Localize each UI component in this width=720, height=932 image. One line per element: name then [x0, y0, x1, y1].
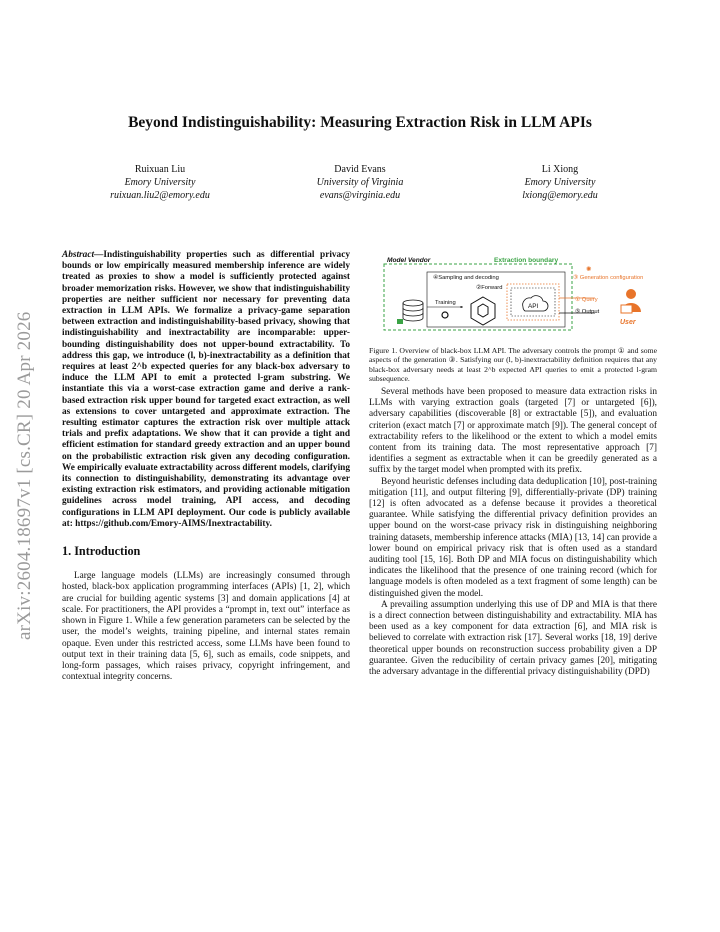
paragraph: Large language models (LLMs) are increasingly consumed through hosted, black-box application programming interfaces (APIs) [1, 2], which are crucial for building agentic systems [3] and domain applications [4] at scale. For practitioners, the API provides a “prompt in, text out” interface as shown in Figure 1. While a few generation parameters can be selected by the user, the model’s weights, training pipeline, and internal states remain opaque. Even under this restricted access, some LLMs have been found to output text in their training data [5, 6], such as emails, code snippets, and long-form passages, which raises privacy, copyright infringement, and contextual integrity concerns.	[62, 571, 350, 683]
paragraph: Beyond heuristic defenses including data deduplication [10], post-training mitigation [11], and output filtering [9], differentially-private (DP) training [12] is often advocated as a defense because it provides a theoretical guarantee. While satisfying the differential privacy definition provides an upper bound on the worst-case privacy risk in distinguishing neighboring training datasets, membership inference attacks (MIA) [13, 14] can provide a lower bound on empirical privacy risk that is often used as a standard auditing tool [15, 16]. Both DP and MIA focus on distinguishability which indicates the likelihood that the presence of one training record (which for language models is often modeled as a text fragment of some length) can be distinguished given the model.	[369, 476, 657, 599]
author-name: Ruixuan Liu	[134, 164, 186, 175]
author	[460, 163, 660, 202]
api-label: API	[528, 303, 539, 310]
query-label: ① Query	[575, 297, 598, 303]
author-block	[60, 163, 660, 202]
author-email: evans@virginia.edu	[319, 190, 401, 201]
output-label: ⑤ Output	[575, 309, 600, 315]
author	[60, 163, 260, 202]
paragraph: Several methods have been proposed to measure data extraction risks in LLMs with varying extraction goals (targeted [7] or untargeted [6]), adversary capabilities (discoverable [8] or extractable [5]), and evaluation criterion (exact match [7] or approximate match [9]). The general concept of extractability refers to the likelihood or the extent to which a model emits content from its training data. The most representative approach [7] identifies a segment as extractable when it can be greedily generated as a suffix by the target model when prompted with its prefix.	[369, 387, 657, 476]
training-label: Training	[435, 300, 456, 306]
generation-config-label: ③ Generation configuration	[573, 275, 644, 281]
figure-caption: Figure 1. Overview of black-box LLM API. The adversary controls the prompt ① and some aspects of the generation ③. Satisfying our (l, b)-inextractability definition requires that any black-box adversary needs at least 2^b expected API queries to emit a protected l-gram subsequence.	[369, 346, 657, 384]
author-name: Li Xiong	[541, 164, 579, 175]
author-name: David Evans	[334, 164, 386, 175]
arxiv-identifier: arXiv:2604.18697v1 [cs.CR] 20 Apr 2026	[14, 311, 35, 640]
author	[260, 163, 460, 202]
model-icon	[471, 297, 495, 325]
user-icon	[621, 289, 641, 313]
extraction-boundary-label: Extraction boundary	[494, 257, 559, 264]
author-affiliation: Emory University	[524, 177, 596, 188]
paper-title: Beyond Indistinguishability: Measuring Extraction Risk in LLM APIs	[128, 114, 592, 131]
section-heading: 1. Introduction	[62, 544, 141, 559]
abstract	[62, 250, 350, 530]
api-inner-box	[511, 288, 555, 316]
forward-label: ②Forward	[476, 285, 503, 291]
database-icon	[403, 300, 423, 321]
gear-icon	[442, 312, 448, 318]
api-dotted-box	[507, 284, 559, 320]
figure-1-diagram	[383, 257, 645, 332]
paragraph: A prevailing assumption underlying this use of DP and MIA is that there is a direct connection between distinguishability and extractability. MIA has been used as a key component for data extraction [6], and MIA risk is believed to correlate with extraction risk [17]. Several works [18, 19] derive theoretical upper bounds on reconstruction success probability given a DP guarantee. Given the reducibility of certain privacy games [20], mitigating the adversary advantage in the differential privacy distinguishability (DPD)	[369, 599, 657, 678]
user-label: User	[620, 319, 636, 326]
author-affiliation: Emory University	[124, 177, 196, 188]
left-column	[62, 250, 350, 683]
model-vendor-label: Model Vendor	[387, 257, 431, 264]
abstract-lead: Abstract	[62, 250, 95, 260]
right-column	[369, 387, 657, 678]
author-affiliation: University of Virginia	[316, 177, 404, 188]
author-email: lxiong@emory.edu	[522, 190, 598, 201]
lock-icon	[397, 319, 403, 324]
sampling-label: ④Sampling and decoding	[433, 275, 499, 281]
generation-config-icon: ✺	[586, 266, 592, 273]
abstract-body: —Indistinguishability properties such as differential privacy bounds or low empirically measured membership inference are widely treated as proxies to show a model is sufficiently protected against broader memorization risks. However, we show that indistinguishability properties are neither sufficient nor necessary for preventing data extraction in LLM APIs. We formalize a privacy-game separation between extraction and indistinguishability-based privacy, showing that indistinguishability and inextractability are incomparable: upper-bounding distinguishability does not upper-bound extractability. To address this gap, we introduce (l, b)-inextractability as a definition that requires at least 2^b expected queries for any black-box adversary to induce the LLM API to emit a protected l-gram substring. We instantiate this via a worst-case extraction game and derive a rank-based extraction risk upper bound for targeted exact extraction, as well as extensions to cover untargeted and approximate extraction. The resulting estimator captures the extraction risk over multiple attack trials and prefix adaptations. We show that it can provide a tight and efficient estimation for standard greedy extraction and an upper bound on the probabilistic extraction risk given any decoding configuration. We empirically evaluate extractability across different models, clarifying its connection to distinguishability, demonstrating its advantage over existing extraction risk estimators, and providing actionable mitigation guidelines across model training, API access, and decoding configurations in LLM API deployment. Our code is publicly available at: https://github.com/Emory-AIMS/Inextractability.	[62, 250, 350, 529]
author-email: ruixuan.liu2@emory.edu	[110, 190, 210, 201]
